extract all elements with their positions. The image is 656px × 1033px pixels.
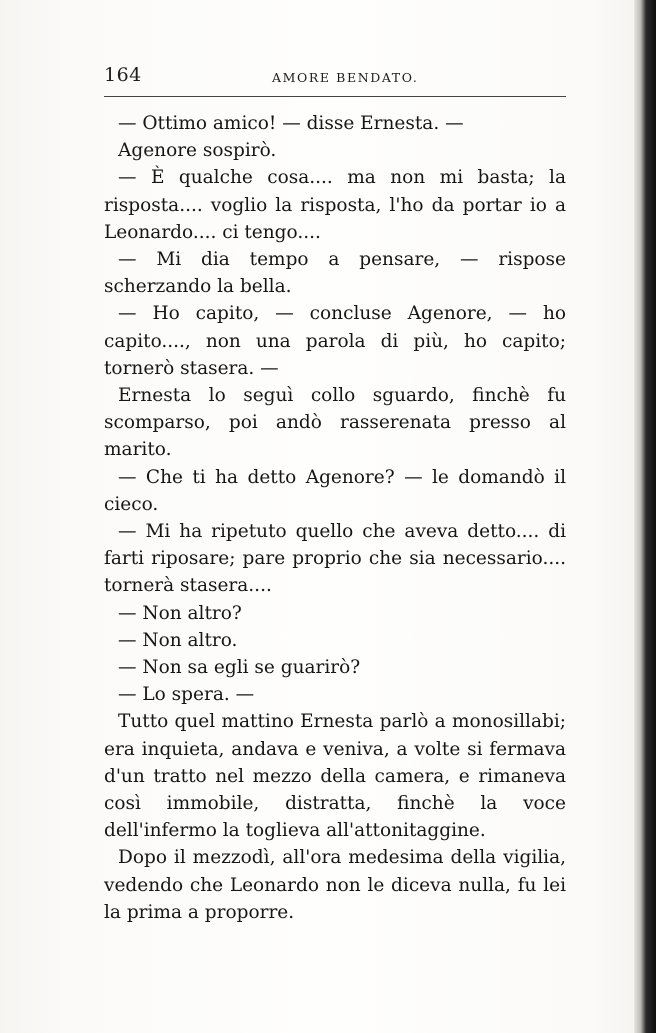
paragraph: — Non altro. — [118, 629, 238, 651]
header-rule — [104, 96, 566, 97]
page-header — [104, 62, 566, 92]
body-text — [104, 110, 566, 926]
paragraph: — Che ti ha detto Agenore? — le domandò il cieco. — [104, 466, 566, 515]
paragraph: — Non sa egli se guarirò? — [118, 657, 361, 679]
book-spine-shadow — [634, 0, 656, 1033]
paragraph: — Ottimo amico! — disse Ernesta. — — [118, 113, 464, 134]
paragraph: — Mi dia tempo a pensare, — rispose scherzando la bella. — [104, 249, 566, 298]
paragraph: Tutto quel mattino Ernesta parlò a monosillabi; era inquieta, andava e veniva, a volte si fermava d'un tratto nel mezzo della camera, e rimaneva così immobile, distratta, finchè la voce dell'infermo la toglieva all'attonitaggine. — [104, 711, 566, 842]
paragraph: — È qualche cosa.... ma non mi basta; la risposta.... voglio la risposta, l'ho da portar io a Leonardo.... ci tengo.... — [104, 167, 566, 243]
page-number: 164 — [104, 64, 142, 86]
paragraph: Ernesta lo seguì collo sguardo, finchè fu scomparso, poi andò rasserenata presso al marito. — [104, 385, 566, 461]
paragraph: — Ho capito, — concluse Agenore, — ho capito...., non una parola di più, ho capito; tornerò stasera. — — [104, 303, 566, 379]
paragraph: Dopo il mezzodì, all'ora medesima della vigilia, vedendo che Leonardo non le diceva nulla, fu lei la prima a proporre. — [104, 847, 566, 923]
running-title: AMORE BENDATO. — [272, 70, 419, 85]
paragraph: — Non altro? — [118, 602, 242, 624]
paragraph: Agenore sospirò. — [118, 140, 277, 162]
paragraph: — Mi ha ripetuto quello che aveva detto.... di farti riposare; pare proprio che sia necessario.... tornerà stasera.... — [104, 521, 566, 597]
paragraph: — Lo spera. — — [118, 684, 255, 706]
